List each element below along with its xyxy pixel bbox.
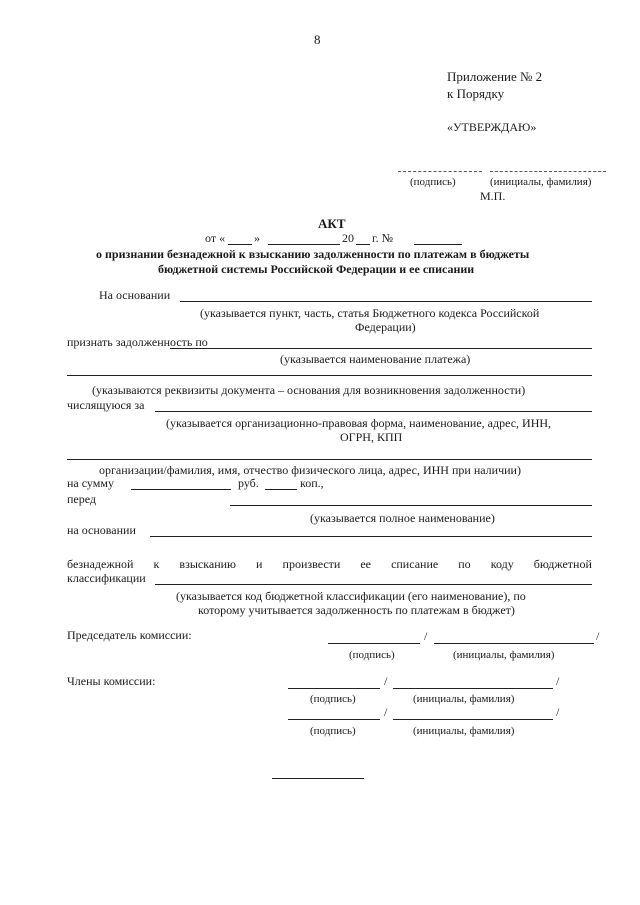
basis-hint-2: Федерации) [355, 320, 416, 334]
act-year: 20 [342, 231, 354, 245]
member2-initials-caption: (инициалы, фамилия) [413, 725, 515, 737]
document-line [67, 375, 592, 376]
writeoff-word: взысканию [179, 557, 236, 571]
on-basis-line [150, 536, 592, 537]
before-line [230, 505, 592, 506]
sum-label: на сумму [67, 476, 114, 490]
seal-label: М.П. [480, 189, 506, 203]
member1-initials-line [393, 688, 553, 689]
approve-signature-line [398, 171, 482, 172]
basis-line [180, 301, 592, 302]
chairman-slash: / [424, 629, 428, 643]
classification-label: классификации [67, 571, 146, 585]
member2-slash: / [384, 705, 388, 719]
listed-line [155, 411, 592, 412]
writeoff-word: и [256, 557, 263, 571]
writeoff-word: ее [360, 557, 372, 571]
writeoff-word: бюджетной [533, 557, 592, 571]
writeoff-word: произвести [282, 557, 341, 571]
act-number-label: г. № [372, 231, 394, 245]
act-day-line [228, 244, 252, 245]
chairman-label: Председатель комиссии: [67, 628, 192, 642]
bottom-separator [272, 778, 364, 779]
recognize-label: признать задолженность по [67, 335, 208, 349]
member2-initials-line [393, 719, 553, 720]
before-label: перед [67, 492, 97, 506]
act-title: АКТ [318, 216, 346, 231]
org-hint-2: ОГРН, КПП [340, 430, 403, 444]
writeoff-line [67, 557, 592, 571]
member1-initials-caption: (инициалы, фамилия) [413, 693, 515, 705]
member2-signature-line [288, 719, 380, 720]
document-hint: (указываются реквизиты документа – основания для возникновения задолженности) [92, 383, 526, 397]
to-order-label: к Порядку [447, 86, 505, 101]
act-number-line [414, 244, 462, 245]
act-date-mid: » [254, 231, 260, 245]
act-subtitle-2: бюджетной системы Российской Федерации и ее списании [158, 262, 475, 276]
listed-label: числящуюся за [67, 398, 145, 412]
approve-signature-caption: (подпись) [410, 176, 456, 188]
approve-stamp: «УТВЕРЖДАЮ» [447, 120, 537, 134]
org-hint-1: (указывается организационно-правовая форма, наименование, адрес, ИНН, [166, 416, 552, 430]
page-number: 8 [314, 32, 321, 47]
on-basis-label: на основании [67, 523, 136, 537]
rub-label: руб. [238, 476, 259, 490]
approve-initials-caption: (инициалы, фамилия) [490, 176, 592, 188]
chairman-initials-line [434, 643, 594, 644]
chairman-slash-end: / [596, 629, 600, 643]
act-date-prefix: от « [205, 231, 226, 245]
classification-line [155, 584, 592, 585]
kop-label: коп., [300, 476, 324, 490]
approve-initials-line [490, 171, 606, 172]
writeoff-word: безнадежной [67, 557, 134, 571]
act-month-line [268, 244, 340, 245]
member1-signature-caption: (подпись) [310, 693, 356, 705]
chairman-signature-line [328, 643, 420, 644]
appendix-label: Приложение № 2 [447, 69, 543, 84]
org-hint-3: организации/фамилия, имя, отчество физического лица, адрес, ИНН при наличии) [99, 463, 521, 477]
act-subtitle-1: о признании безнадежной к взысканию задолженности по платежам в бюджеты [96, 247, 530, 261]
sum-kop-line [265, 489, 297, 490]
full-name-hint: (указывается полное наименование) [310, 511, 495, 525]
member2-slash-end: / [556, 705, 560, 719]
payment-line [170, 348, 592, 349]
code-hint-1: (указывается код бюджетной классификации (его наименование), по [176, 589, 526, 603]
writeoff-word: списание [391, 557, 439, 571]
writeoff-word: по [458, 557, 471, 571]
chairman-signature-caption: (подпись) [349, 649, 395, 661]
payment-hint: (указывается наименование платежа) [280, 352, 471, 366]
chairman-initials-caption: (инициалы, фамилия) [453, 649, 555, 661]
act-year-line [356, 244, 370, 245]
org-line [67, 459, 592, 460]
code-hint-2: которому учитывается задолженность по платежам в бюджет) [198, 603, 515, 617]
sum-rub-line [131, 489, 231, 490]
member1-signature-line [288, 688, 380, 689]
member1-slash-end: / [556, 674, 560, 688]
writeoff-word: коду [490, 557, 514, 571]
basis-hint-1: (указывается пункт, часть, статья Бюджетного кодекса Российской [200, 306, 540, 320]
writeoff-word: к [153, 557, 160, 571]
basis-label: На основании [99, 288, 171, 302]
member2-signature-caption: (подпись) [310, 725, 356, 737]
member1-slash: / [384, 674, 388, 688]
members-label: Члены комиссии: [67, 674, 156, 688]
